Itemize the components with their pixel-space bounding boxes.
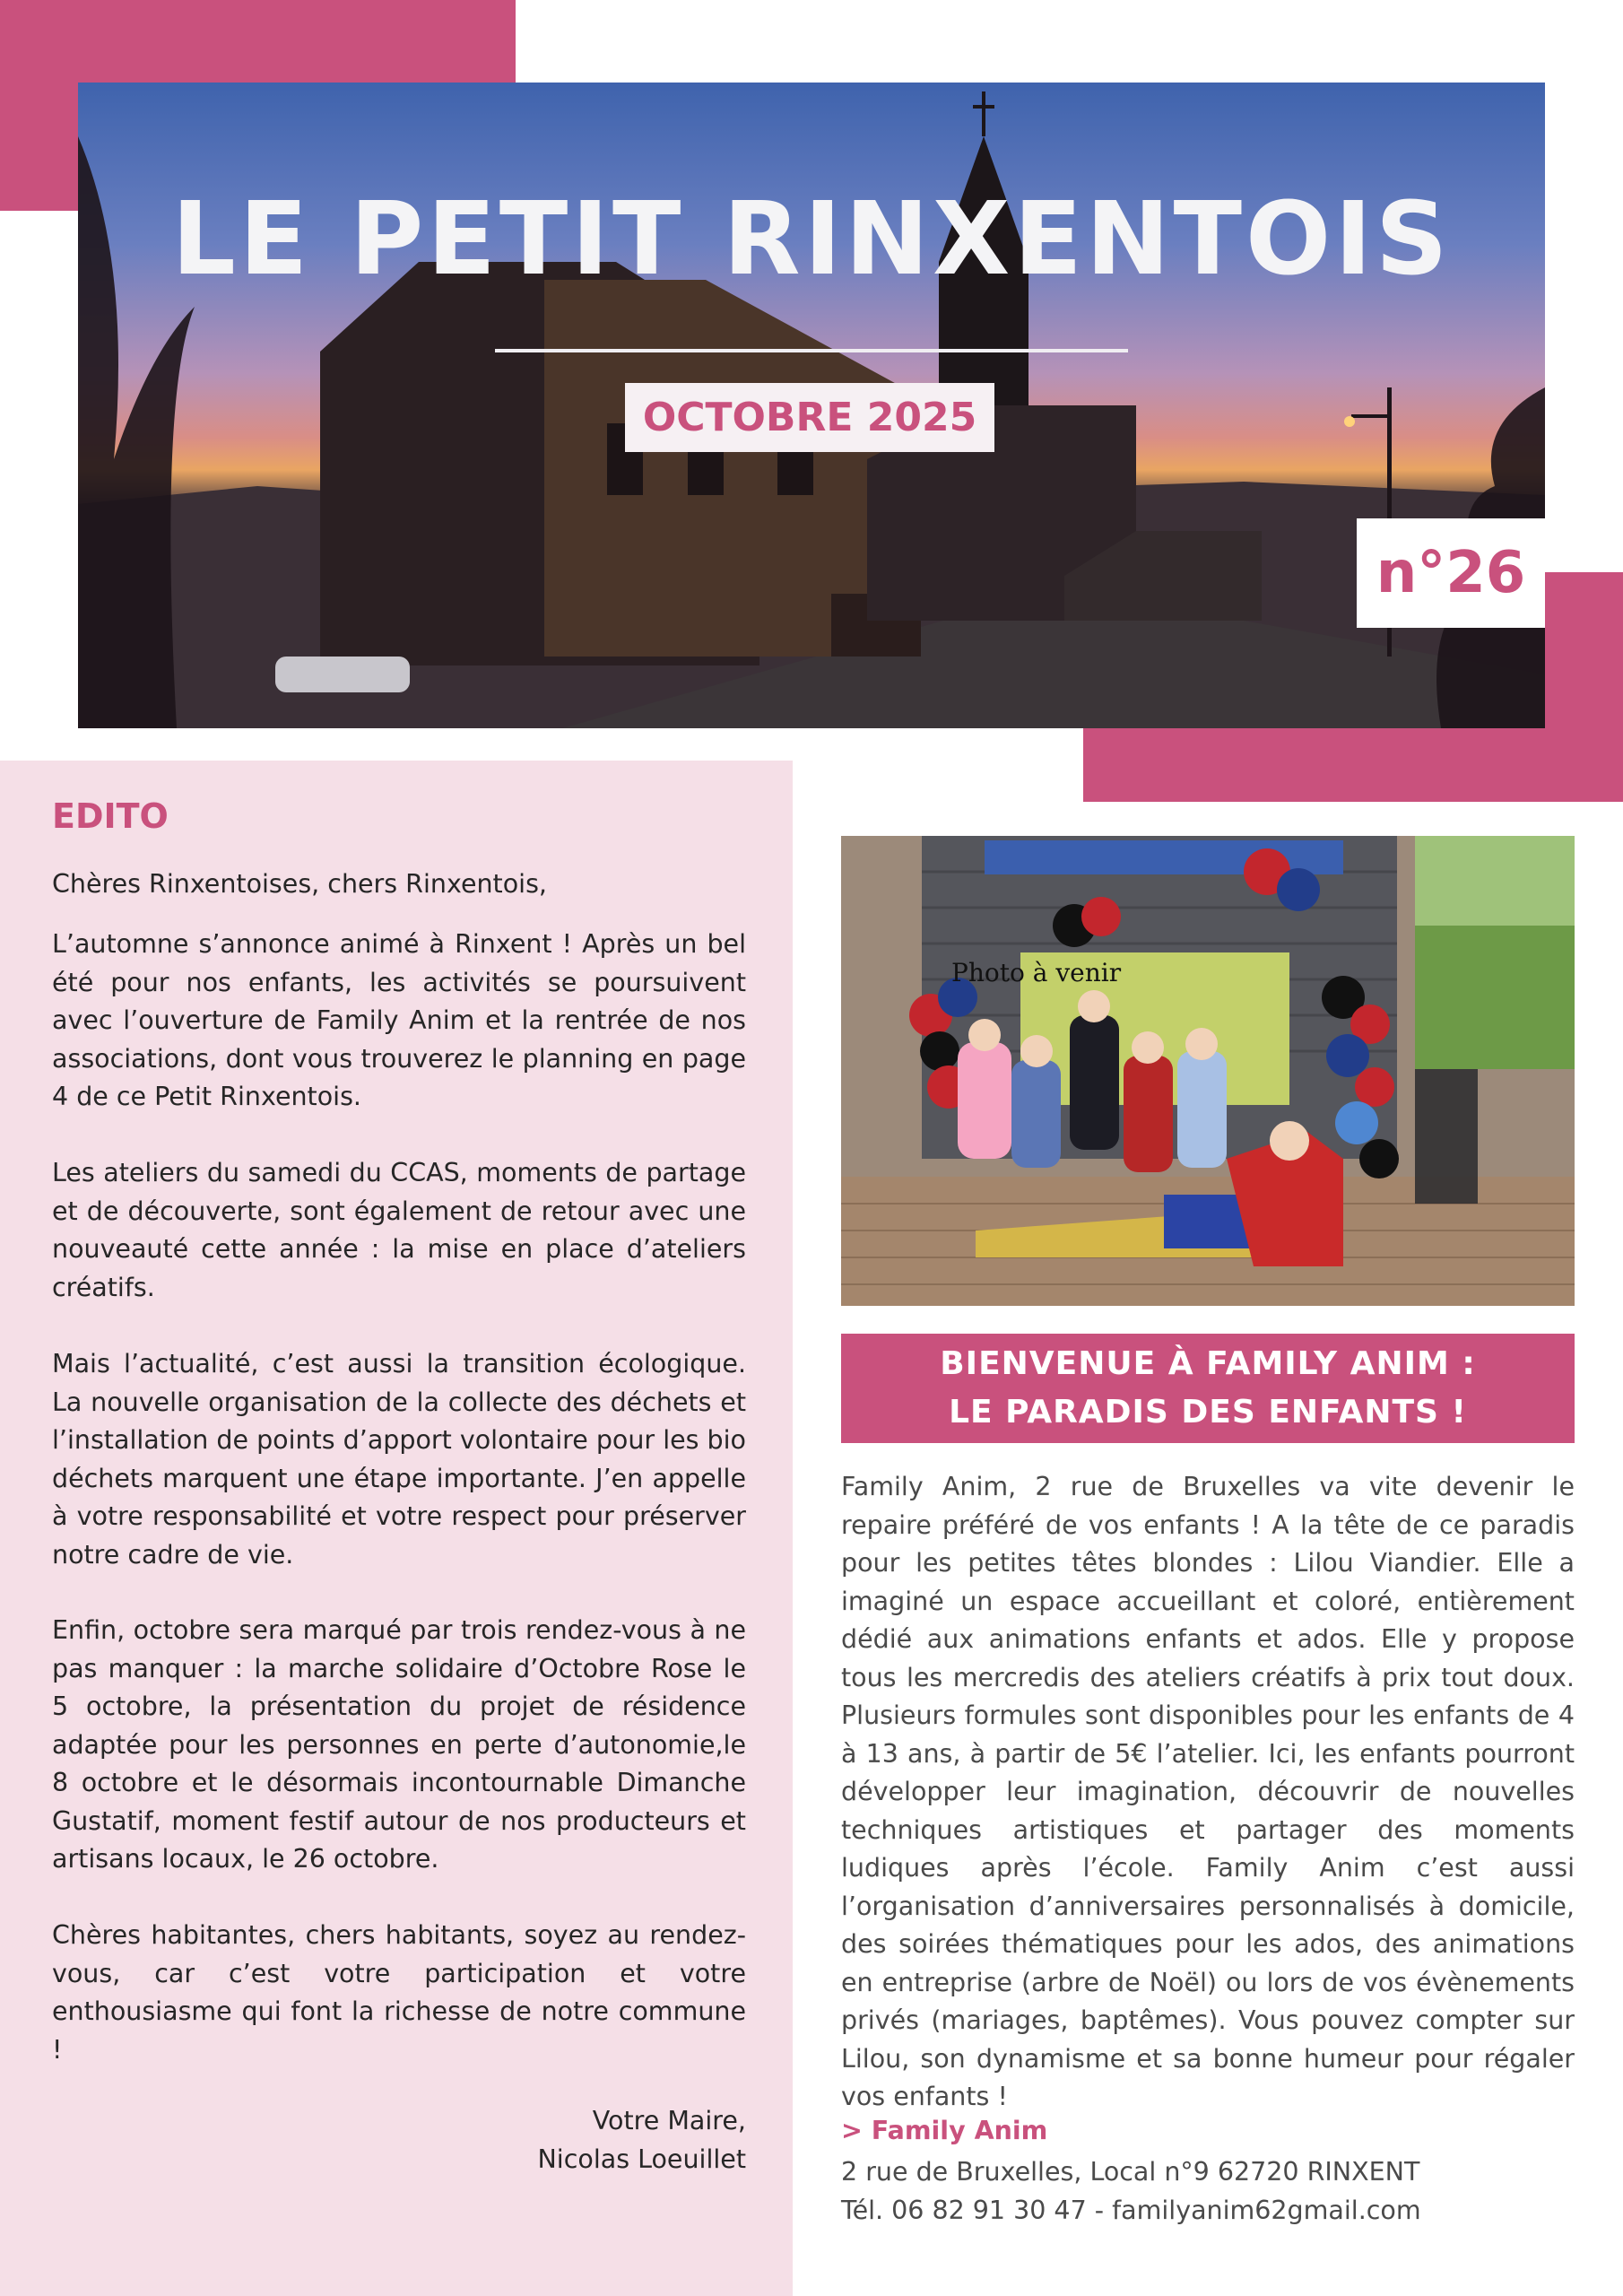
signature-name: Nicolas Loeuillet	[537, 2144, 746, 2174]
issue-number: n°26	[1357, 518, 1545, 628]
title-divider	[495, 349, 1128, 352]
heading-line: LE PARADIS DES ENFANTS !	[949, 1394, 1467, 1431]
photo-placeholder-caption: Photo à venir	[951, 958, 1122, 987]
edito-greeting: Chères Rinxentoises, chers Rinxentois,	[52, 869, 547, 899]
edito-heading: EDITO	[52, 796, 169, 836]
family-anim-address: 2 rue de Bruxelles, Local n°9 62720 RINXENT	[841, 2157, 1420, 2187]
family-anim-link[interactable]: > Family Anim	[841, 2116, 1048, 2145]
birthday-party-illustration	[841, 836, 1575, 1306]
heading-line: BIENVENUE À FAMILY ANIM :	[940, 1345, 1476, 1382]
family-anim-photo	[841, 836, 1575, 1306]
issue-date: OCTOBRE 2025	[625, 383, 994, 452]
family-anim-body: Family Anim, 2 rue de Bruxelles va vite devenir le repaire préféré de vos enfants ! A la tête de ce paradis pour les petites têtes blondes : Lilou Viandier. Elle a imaginé un espace accueillant et coloré, entièrement dédié aux animations enfants et ados. Elle y propose tous les mercredis des ateliers créatifs à prix tout doux. Plusieurs formules sont disponibles pour les enfants de 4 à 13 ans, à partir de 5€ l’atelier. Ici, les enfants pourront développer leur imagination, découvrir de nouvelles techniques artistiques et partager des moments ludiques après l’école. Family Anim c’est aussi l’organisation d’anniversaires personnalisés à domicile, des soirées thématiques pour les ados, des animations en entreprise (arbre de Noël) ou lors de vos évènements privés (mariages, baptêmes). Vous pouvez compter sur Lilou, son dynamisme et sa bonne humeur pour régaler vos enfants !	[841, 1472, 1575, 2111]
family-anim-contact: Tél. 06 82 91 30 47 - familyanim62gmail.com	[841, 2196, 1421, 2225]
newsletter-title: LE PETIT RINXENTOIS	[171, 181, 1452, 298]
edito-signature	[52, 2102, 746, 2179]
edito-paragraph: Les ateliers du samedi du CCAS, moments de partage et de découverte, sont également de retour avec une nouveauté cette année : la mise en place d’ateliers créatifs.	[52, 1158, 746, 1302]
family-anim-heading	[841, 1334, 1575, 1443]
signature-role: Votre Maire,	[592, 2106, 746, 2135]
cover-photo	[78, 83, 1545, 728]
edito-paragraph: L’automne s’annonce animé à Rinxent ! Après un bel été pour nos enfants, les activités se poursuivent avec l’ouverture de Family Anim et la rentrée de nos associations, dont vous trouverez le planning en page 4 de ce Petit Rinxentois.	[52, 929, 746, 1111]
edito-paragraph: Chères habitantes, chers habitants, soyez au rendez-vous, car c’est votre participation et votre enthousiasme qui font la richesse de notre commune !	[52, 1920, 746, 2065]
edito-paragraph: Mais l’actualité, c’est aussi la transition écologique. La nouvelle organisation de la collecte des déchets et l’installation de points d’apport volontaire pour les bio déchets marquent une étape importante. J’en appelle à votre responsabilité et votre respect pour préserver notre cadre de vie.	[52, 1349, 746, 1570]
edito-paragraph: Enfin, octobre sera marqué par trois rendez-vous à ne pas manquer : la marche solidaire d’Octobre Rose le 5 octobre, la présentation du projet de résidence adaptée pour les personnes en perte d’autonomie,le 8 octobre et le désormais incontournable Dimanche Gustatif, moment festif autour de nos producteurs et artisans locaux, le 26 octobre.	[52, 1615, 746, 1874]
